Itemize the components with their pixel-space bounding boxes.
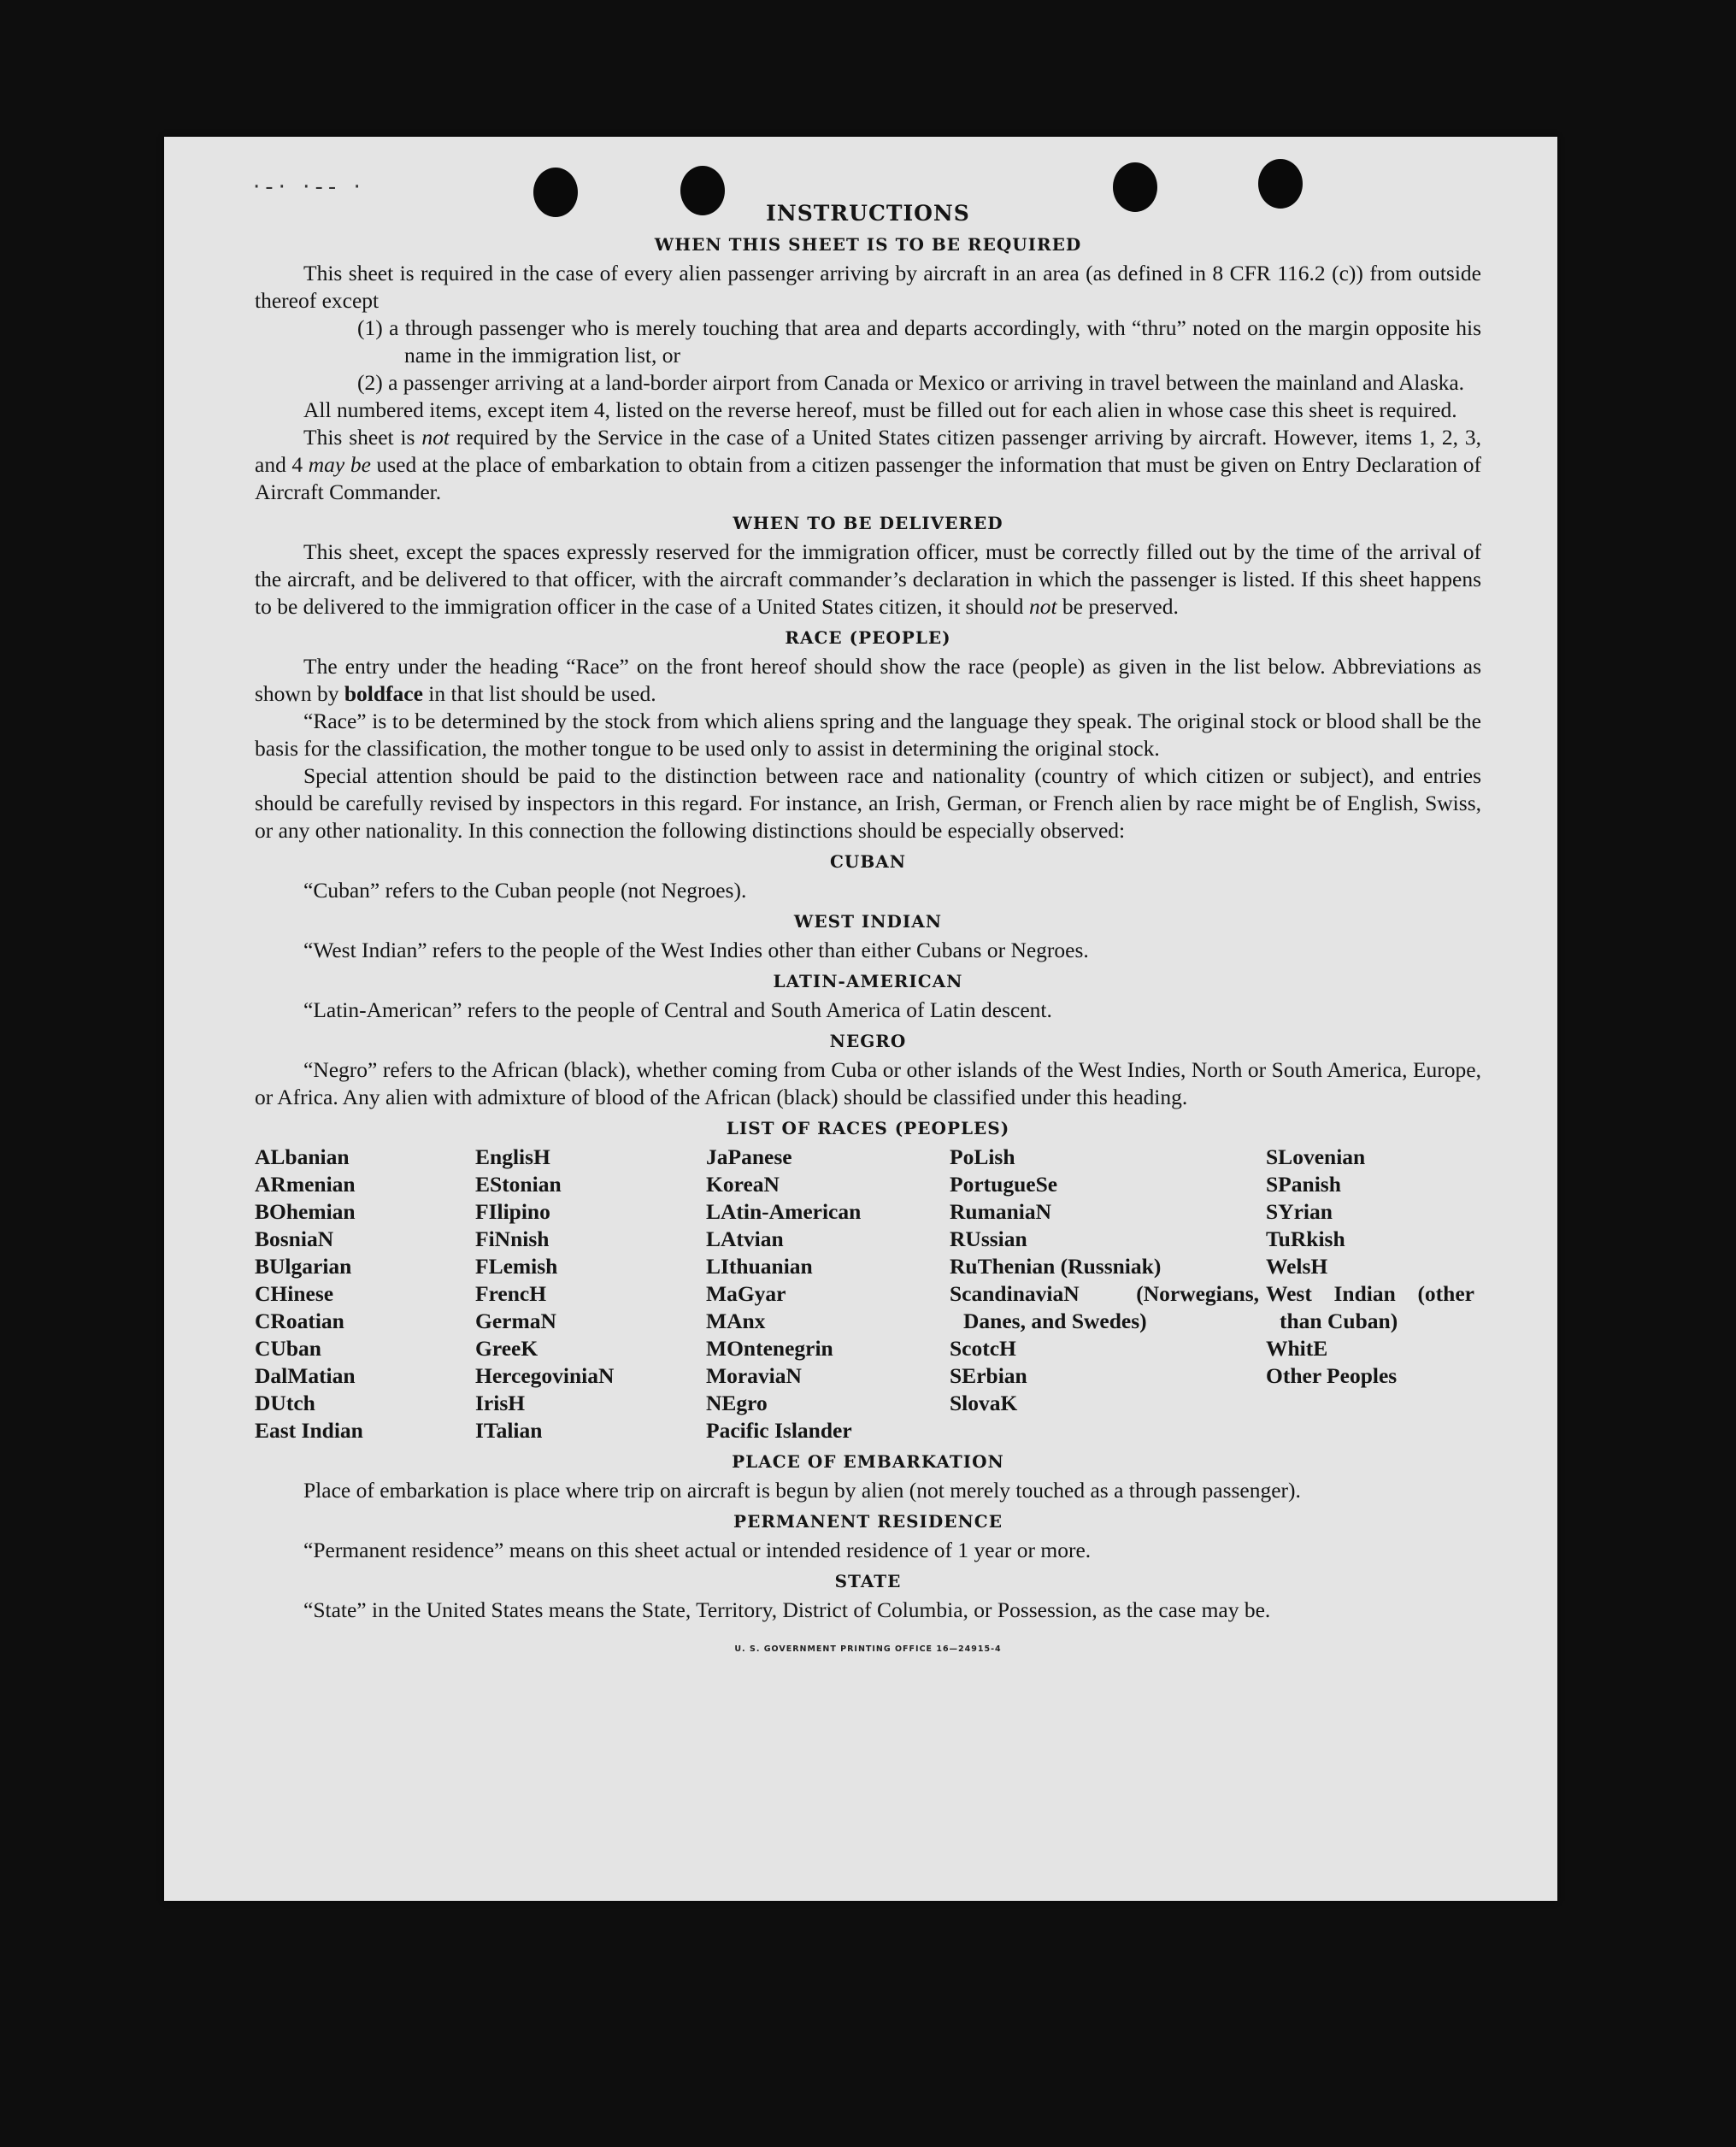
heading-when-required: WHEN THIS SHEET IS TO BE REQUIRED (654, 234, 1082, 255)
race-entry: GermaN (475, 1309, 556, 1333)
race-entry: West Indian (other than Cuban) (1266, 1281, 1474, 1333)
page-title: INSTRUCTIONS (766, 201, 970, 226)
paragraph (255, 653, 1481, 708)
instructions-content (255, 200, 1481, 1663)
race-entry: RUssian (950, 1226, 1027, 1251)
races-column-2 (475, 1144, 706, 1444)
list-item: (1) a through passenger who is merely touching that area and departs accordingly, with “thru” noted on the margin opposite his name in the immigration list, or (357, 315, 1481, 368)
races-column-3 (706, 1144, 950, 1444)
heading-negro: NEGRO (829, 1031, 907, 1051)
race-entry: WhitE (1266, 1336, 1328, 1361)
text-run: This sheet, except the spaces expressly reserved for the immigration officer, must be correctly filled out by the time of the arrival of the aircraft, and be delivered to that officer, with the aircraft commander’s declaration in which the passenger is listed. If this sheet happens to be delivered to the immigration officer in the case of a United States citizen, it should (255, 539, 1481, 619)
race-entry: CHinese (255, 1281, 334, 1306)
italic-run: not (1028, 594, 1057, 619)
printer-footer: U. S. GOVERNMENT PRINTING OFFICE 16—24915-4 (734, 1644, 1002, 1654)
race-entry: ScandinaviaN (Norwegians, Danes, and Swedes) (950, 1281, 1259, 1333)
race-entry: SlovaK (950, 1391, 1018, 1415)
race-entry: SYrian (1266, 1199, 1333, 1224)
race-entry: Pacific Islander (706, 1418, 852, 1443)
race-entry: ITalian (475, 1418, 543, 1443)
race-entry: CRoatian (255, 1309, 344, 1333)
race-entry: FIlipino (475, 1199, 550, 1224)
race-entry: WelsH (1266, 1254, 1328, 1279)
races-column-1 (255, 1144, 475, 1444)
paragraph: “Cuban” refers to the Cuban people (not Negroes). (303, 878, 747, 903)
race-entry: East Indian (255, 1418, 363, 1443)
race-entry: BUlgarian (255, 1254, 352, 1279)
paragraph: “Permanent residence” means on this sheet actual or intended residence of 1 year or more. (303, 1538, 1092, 1562)
race-entry: RuThenian (Russniak) (950, 1254, 1162, 1279)
race-entry: FiNnish (475, 1226, 550, 1251)
race-entry: SErbian (950, 1363, 1027, 1388)
races-table (255, 1144, 1481, 1444)
race-entry: EStonian (475, 1172, 562, 1197)
race-entry: ScotcH (950, 1336, 1016, 1361)
race-entry: FLemish (475, 1254, 558, 1279)
paragraph: This sheet is required in the case of every alien passenger arriving by aircraft in an area (as defined in 8 CFR 116.2 (c)) from outside thereof except (255, 261, 1481, 313)
race-entry: LIthuanian (706, 1254, 813, 1279)
heading-latin-american: LATIN-AMERICAN (773, 971, 963, 991)
race-entry: MOntenegrin (706, 1336, 833, 1361)
race-entry: BOhemian (255, 1199, 356, 1224)
race-entry: KoreaN (706, 1172, 780, 1197)
paragraph: “West Indian” refers to the people of the West Indies other than either Cubans or Negroes. (303, 938, 1089, 962)
race-entry: MAnx (706, 1309, 766, 1333)
heading-embarkation: PLACE OF EMBARKATION (732, 1451, 1004, 1472)
paragraph (255, 424, 1481, 506)
race-entry: ALbanian (255, 1144, 350, 1169)
italic-run: not (421, 425, 450, 450)
paragraph: Special attention should be paid to the distinction between race and nationality (country of which citizen or subject), and entries should be carefully revised by inspectors in this regard. For instance, an Irish, German, or French alien by race might be of English, Swiss, or any other nationality. In this connection the following distinctions should be especially observed: (255, 763, 1481, 843)
paragraph: “Race” is to be determined by the stock from which aliens spring and the language they speak. The original stock or blood shall be the basis for the classification, the mother tongue to be used only to assist in determining the original stock. (255, 709, 1481, 761)
heading-permanent-residence: PERMANENT RESIDENCE (733, 1511, 1003, 1532)
text-run: required by the Service in the case of a United States citizen passenger arriving by aircraft. However, items 1, 2, 3, and 4 (255, 425, 1481, 477)
text-run: be preserved. (1056, 594, 1179, 619)
race-entry: GreeK (475, 1336, 538, 1361)
race-entry: MoraviaN (706, 1363, 802, 1388)
race-entry: IrisH (475, 1391, 526, 1415)
list-item: (2) a passenger arriving at a land-border airport from Canada or Mexico or arriving in travel between the mainland and Alaska. (357, 370, 1465, 395)
paragraph: “Negro” refers to the African (black), whether coming from Cuba or other islands of the West Indies, North or South America, Europe, or Africa. Any alien with admixture of blood of the African (black) should be classified under this heading. (255, 1057, 1481, 1109)
text-run: This sheet is (303, 425, 422, 450)
race-entry: DUtch (255, 1391, 315, 1415)
heading-state: STATE (834, 1571, 902, 1591)
races-column-4 (950, 1144, 1266, 1444)
race-entry: FrencH (475, 1281, 547, 1306)
heading-cuban: CUBAN (829, 851, 907, 872)
race-entry: LAtvian (706, 1226, 784, 1251)
race-entry: PortugueSe (950, 1172, 1058, 1197)
paragraph (255, 538, 1481, 621)
race-entry: LAtin-American (706, 1199, 862, 1224)
heading-race: RACE (PEOPLE) (785, 627, 951, 648)
races-column-5 (1266, 1144, 1481, 1444)
race-entry: RumaniaN (950, 1199, 1052, 1224)
paragraph: “State” in the United States means the State, Territory, District of Columbia, or Possession, as the case may be. (303, 1597, 1271, 1622)
text-run: in that list should be used. (422, 681, 656, 706)
race-entry: HercegoviniaN (475, 1363, 615, 1388)
text-run: The entry under the heading “Race” on the front hereof should show the race (people) as given in the list below. Abbreviations as shown by (255, 654, 1481, 706)
race-entry: ARmenian (255, 1172, 356, 1197)
race-entry: MaGyar (706, 1281, 786, 1306)
race-entry: EnglisH (475, 1144, 550, 1169)
paragraph: Place of embarkation is place where trip on aircraft is begun by alien (not merely touched as a through passenger). (303, 1478, 1301, 1503)
paragraph: “Latin-American” refers to the people of Central and South America of Latin descent. (303, 997, 1052, 1022)
race-entry: SLovenian (1266, 1144, 1366, 1169)
race-entry: SPanish (1266, 1172, 1341, 1197)
heading-west-indian: WEST INDIAN (793, 911, 943, 932)
paper-specks: ·‐· ·‐‐ · (253, 174, 366, 200)
race-entry: BosniaN (255, 1226, 334, 1251)
race-entry: CUban (255, 1336, 321, 1361)
race-entry: NEgro (706, 1391, 768, 1415)
race-entry: Other Peoples (1266, 1363, 1398, 1388)
race-entry: JaPanese (706, 1144, 792, 1169)
race-entry: PoLish (950, 1144, 1015, 1169)
race-entry: DalMatian (255, 1363, 356, 1388)
heading-when-delivered: WHEN TO BE DELIVERED (733, 513, 1003, 533)
race-entry: TuRkish (1266, 1226, 1345, 1251)
bold-run: boldface (344, 681, 423, 706)
document-page (164, 137, 1557, 1901)
italic-run: may be (308, 452, 371, 477)
heading-list-of-races: LIST OF RACES (PEOPLES) (726, 1118, 1010, 1138)
paragraph: All numbered items, except item 4, listed on the reverse hereof, must be filled out for each alien in whose case this sheet is required. (303, 397, 1457, 422)
text-run: used at the place of embarkation to obtain from a citizen passenger the information that must be given on Entry Declaration of Aircraft Commander. (255, 452, 1481, 504)
